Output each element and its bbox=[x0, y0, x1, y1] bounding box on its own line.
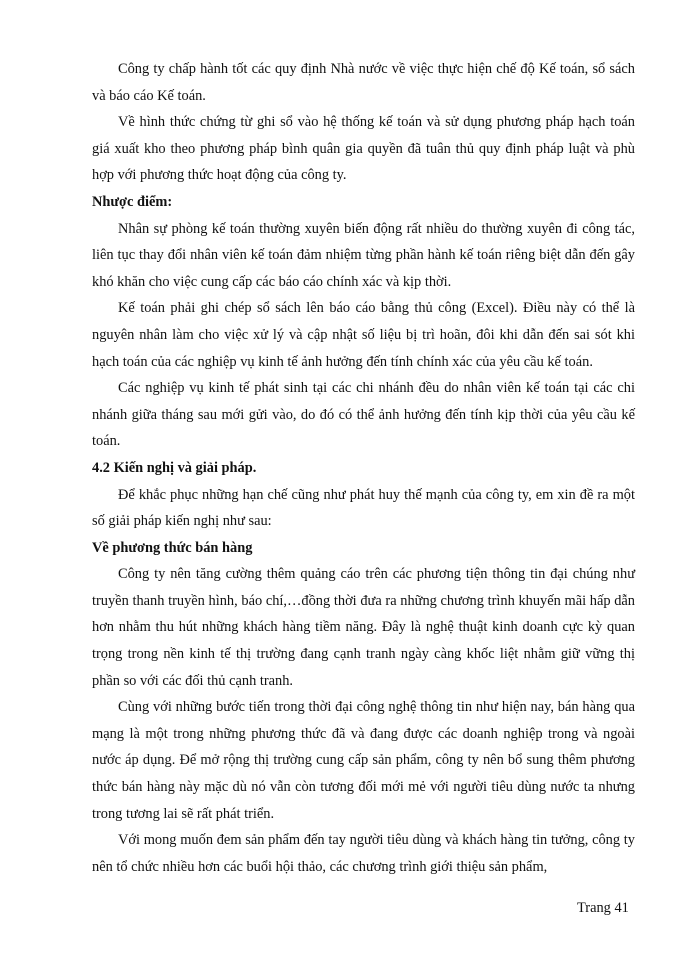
paragraph-compliance: Công ty chấp hành tốt các quy định Nhà nước về việc thực hiện chế độ Kế toán, sổ sách và báo cáo Kế toán. bbox=[92, 61, 635, 104]
paragraph-manual-bookkeeping: Kế toán phải ghi chép sổ sách lên báo cáo bằng thủ công (Excel). Điều này có thể là nguyên nhân làm cho việc xử lý và cập nhật số liệu bị trì hoãn, đôi khi dẫn đến sai sót khi hạch toán của các nghiệp vụ kinh tế ảnh hưởng đến tính chính xác của yêu cầu kế toán. bbox=[92, 300, 635, 370]
page-body bbox=[92, 56, 635, 880]
paragraph-workshops: Với mong muốn đem sản phẩm đến tay người tiêu dùng và khách hàng tin tưởng, công ty nên tổ chức nhiều hơn các buổi hội thảo, các chương trình giới thiệu sản phẩm, bbox=[92, 832, 635, 875]
paragraph-advertising: Công ty nên tăng cường thêm quảng cáo trên các phương tiện thông tin đại chúng như truyền thanh truyền hình, báo chí,…đồng thời đưa ra những chương trình khuyến mãi hấp dẫn hơn nhằm thu hút những khách hàng tiềm năng. Đây là nghệ thuật kinh doanh cực kỳ quan trọng trong nền kinh tế thị trường đang cạnh tranh ngày càng khốc liệt nhằm giữ vững thị phần so với các đối thủ cạnh tranh. bbox=[92, 566, 635, 689]
paragraph-branch-reporting: Các nghiệp vụ kinh tế phát sinh tại các chi nhánh đều do nhân viên kế toán tại các chi nhánh giữa tháng sau mới gửi vào, do đó có thể ảnh hưởng đến tính kịp thời của yêu cầu kế toán. bbox=[92, 380, 635, 450]
heading-weaknesses: Nhược điểm: bbox=[92, 193, 173, 210]
page-number: Trang 41 bbox=[577, 900, 629, 916]
paragraph-voucher-method: Về hình thức chứng từ ghi sổ vào hệ thống kế toán và sử dụng phương pháp hạch toán giá xuất kho theo phương pháp bình quân gia quyền đã tuân thủ quy định pháp luật và phù hợp với phương thức hoạt động của công ty. bbox=[92, 114, 635, 184]
subheading-sales-method: Về phương thức bán hàng bbox=[92, 539, 253, 556]
paragraph-staff-turnover: Nhân sự phòng kế toán thường xuyên biến động rất nhiều do thường xuyên đi công tác, liên tục thay đổi nhân viên kế toán đảm nhiệm từng phần hành kế toán riêng biệt dẫn đến gây khó khăn cho việc cung cấp các báo cáo chính xác và kịp thời. bbox=[92, 220, 635, 290]
paragraph-solutions-intro: Để khắc phục những hạn chế cũng như phát huy thế mạnh của công ty, em xin đề ra một số giải pháp kiến nghị như sau: bbox=[92, 486, 635, 530]
paragraph-online-sales: Cùng với những bước tiến trong thời đại công nghệ thông tin như hiện nay, bán hàng qua mạng là một trong những phương thức đã và đang được các doanh nghiệp trong và ngoài nước áp dụng. Để mở rộng thị trường cung cấp sản phẩm, công ty nên bổ sung thêm phương thức bán hàng này mặc dù nó vẫn còn tương đối mới mẻ với người tiêu dùng nước ta nhưng trong tương lai sẽ rất phát triển. bbox=[92, 699, 635, 822]
section-heading-recommendations: 4.2 Kiến nghị và giải pháp. bbox=[92, 459, 257, 476]
